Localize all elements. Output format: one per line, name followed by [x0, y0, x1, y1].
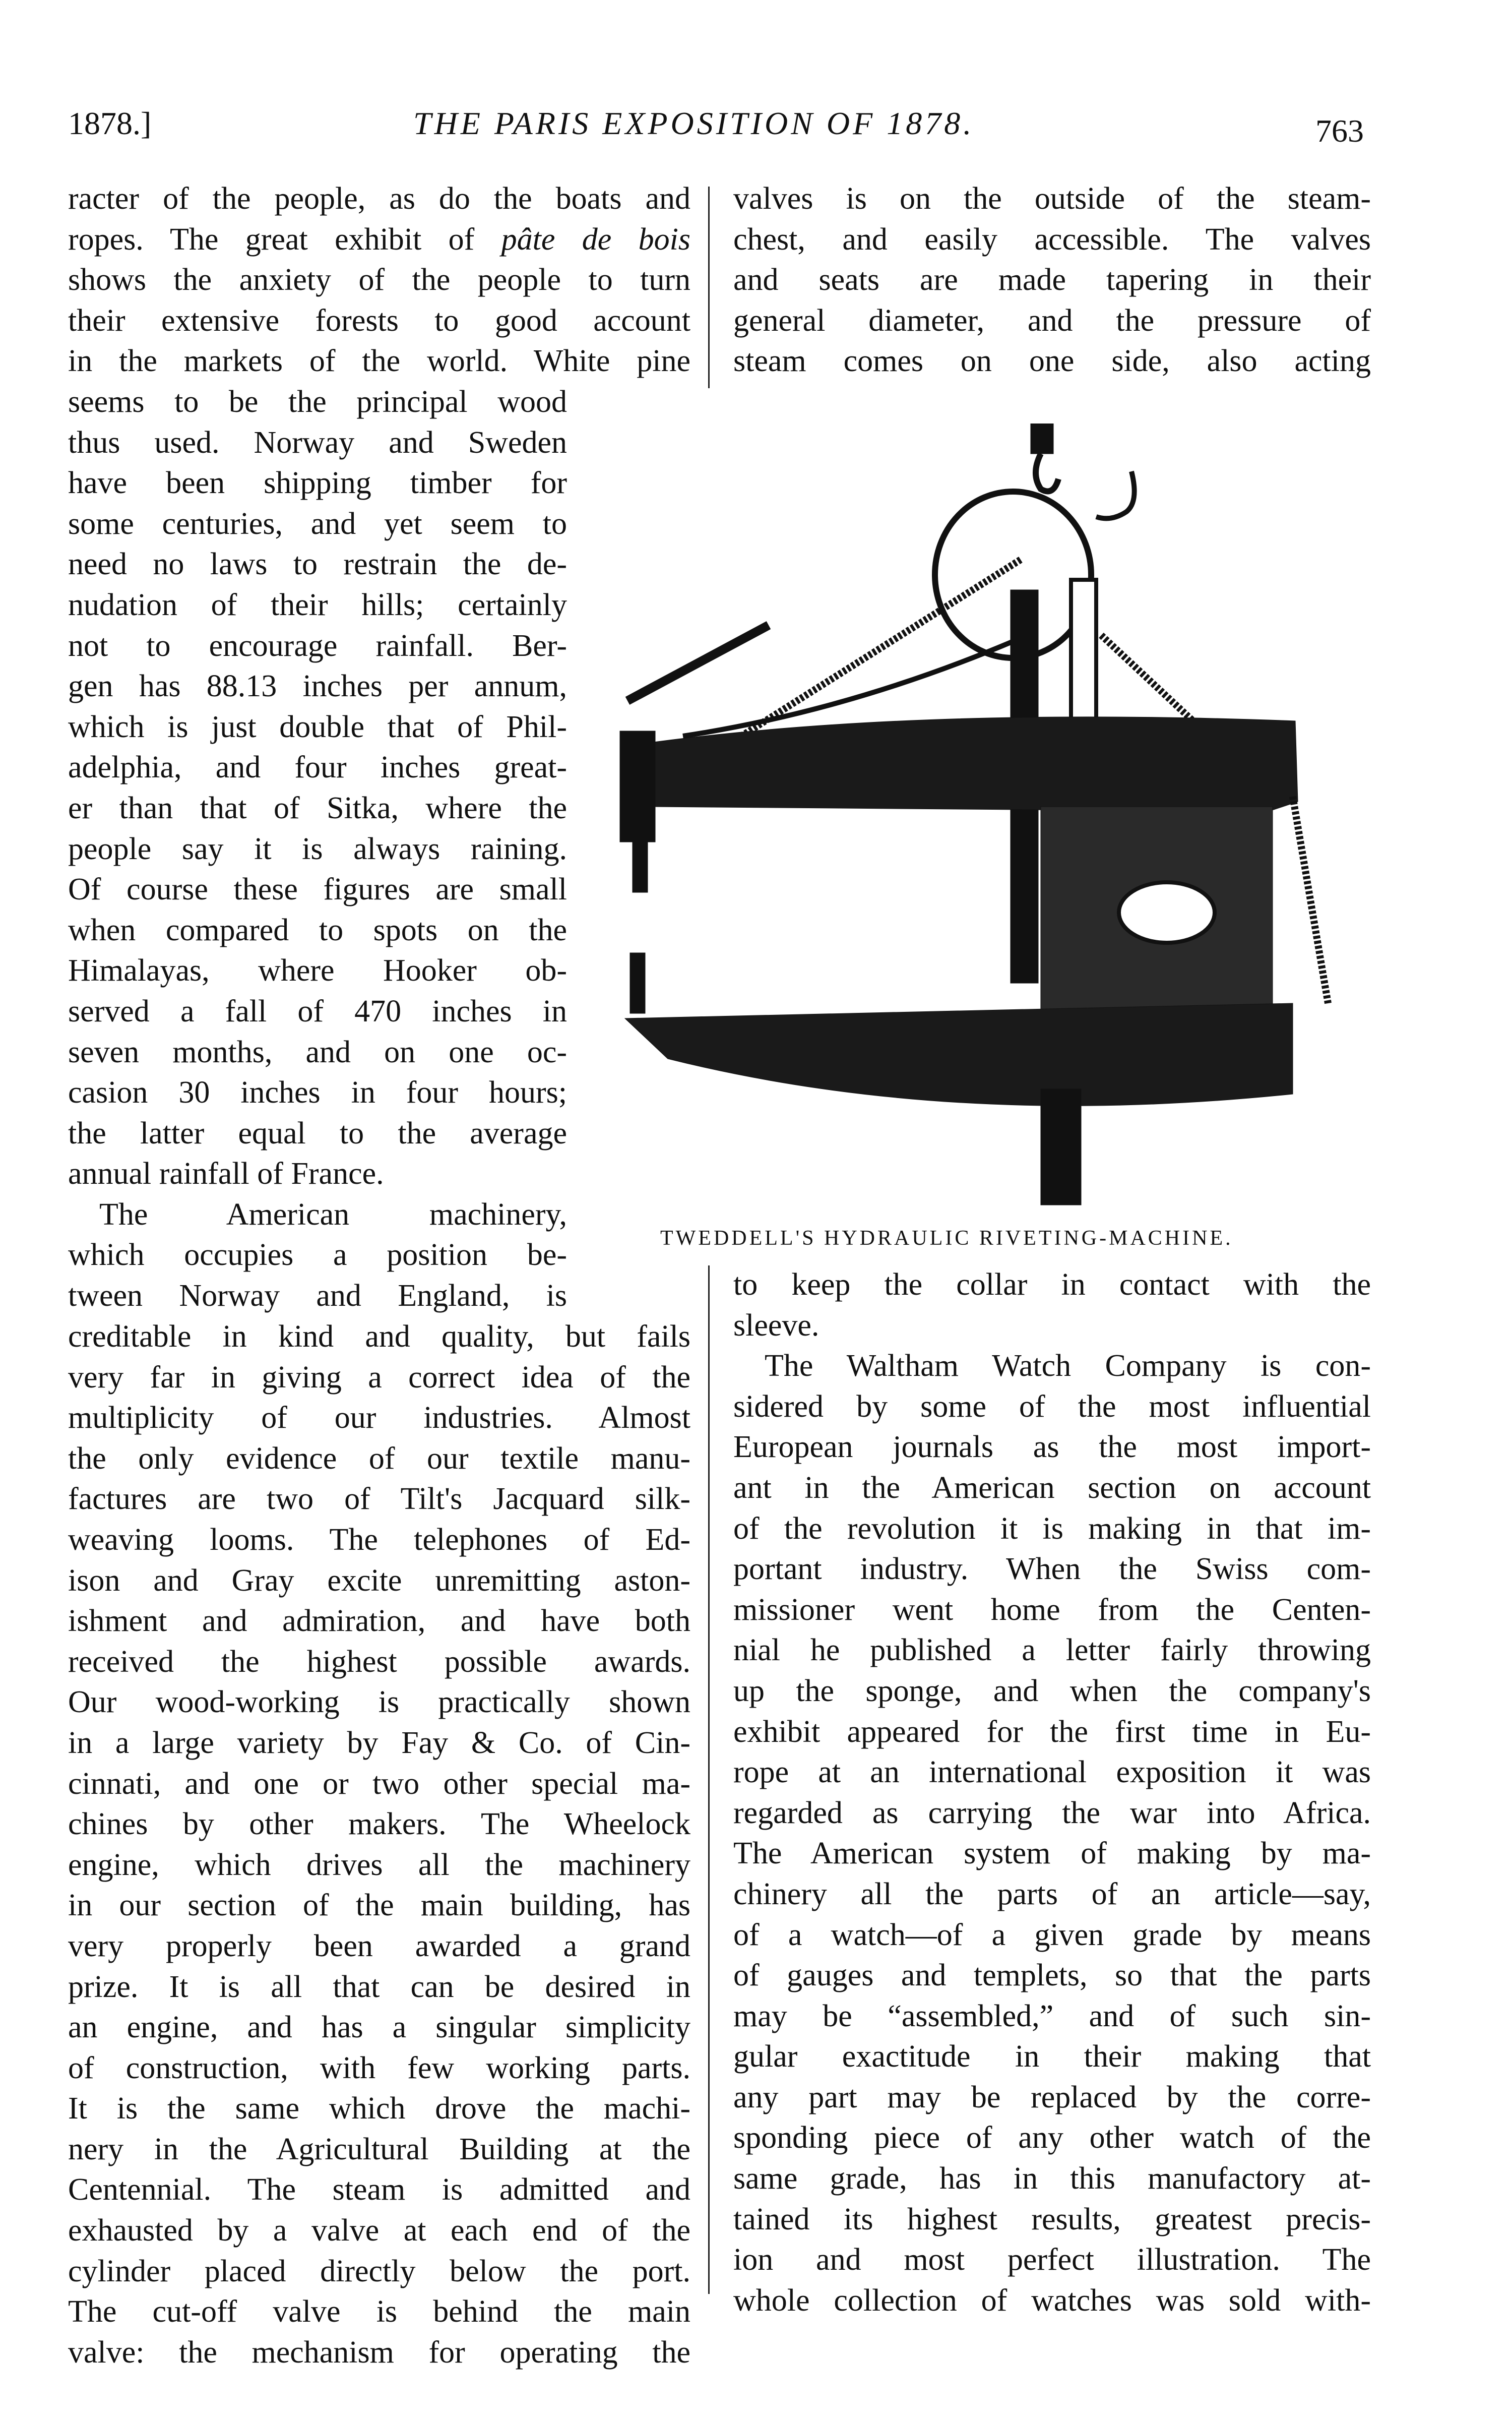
text-line: It is the same which drove the machi- [68, 2091, 690, 2126]
text-line: of a watch—of a given grade by means [733, 1917, 1371, 1952]
text-line: Centennial. The steam is admitted and [68, 2172, 690, 2207]
text-line: racter of the people, as do the boats and [68, 182, 690, 216]
text-line: of the revolution it is making in that im- [733, 1511, 1371, 1546]
text-line: Himalayas, where Hooker ob- [68, 953, 567, 988]
right-column-top [733, 178, 1371, 382]
text-line: chinery all the parts of an article—say, [733, 1877, 1371, 1911]
text-line: very far in giving a correct idea of the [68, 1360, 690, 1395]
text-line: nial he published a letter fairly throwing [733, 1633, 1371, 1668]
text-line: some centuries, and yet seem to [68, 506, 567, 541]
text-line: adelphia, and four inches great- [68, 750, 567, 785]
text-line: regarded as carrying the war into Africa. [733, 1795, 1371, 1830]
text-line: prize. It is all that can be desired in [68, 1969, 690, 2004]
text-line: exhausted by a valve at each end of the [68, 2213, 690, 2248]
text-line: cinnati, and one or two other special ma- [68, 1766, 690, 1801]
header-year: 1878.] [68, 105, 152, 141]
text-line: an engine, and has a singular simplicity [68, 2010, 690, 2045]
text-line: whole collection of watches was sold with- [733, 2283, 1371, 2318]
text-line: nudation of their hills; certainly [68, 587, 567, 622]
text-line: the only evidence of our textile manu- [68, 1441, 690, 1476]
text-line: Our wood-working is practically shown [68, 1685, 690, 1720]
text-line: The American system of making by ma- [733, 1836, 1371, 1871]
text-line: valves is on the outside of the steam- [733, 182, 1371, 216]
text-line: ion and most perfect illustration. The [733, 2243, 1371, 2277]
text-line: gular exactitude in their making that [733, 2039, 1371, 2074]
text-line: seems to be the principal wood [68, 385, 567, 419]
text-line: need no laws to restrain the de- [68, 547, 567, 582]
text-line: ison and Gray excite unremitting aston- [68, 1563, 690, 1598]
foreign-phrase: pâte de bois [501, 222, 690, 257]
text-line: sleeve. [733, 1308, 820, 1343]
left-column-bottom [68, 1316, 690, 2373]
text-line: missioner went home from the Centen- [733, 1592, 1371, 1627]
text-line: seven months, and on one oc- [68, 1035, 567, 1069]
text-line: annual rainfall of France. [68, 1157, 384, 1191]
text-line: very properly been awarded a grand [68, 1928, 690, 1963]
text-line: exhibit appeared for the first time in Eu- [733, 1714, 1371, 1749]
text-line: in our section of the main building, has [68, 1888, 690, 1923]
header-title: THE PARIS EXPOSITION OF 1878. [413, 105, 975, 141]
text-line: tween Norway and England, is [68, 1279, 567, 1313]
text-line: rope at an international exposition it was [733, 1755, 1371, 1790]
text-line: have been shipping timber for [68, 466, 567, 501]
text-line: may be “assembled,” and of such sin- [733, 1999, 1371, 2033]
text-line: received the highest possible awards. [68, 1644, 690, 1679]
text-line: up the sponge, and when the company's [733, 1673, 1371, 1708]
text-line: Of course these figures are small [68, 872, 567, 907]
text-line: chines by other makers. The Wheelock [68, 1807, 690, 1842]
left-column-wrap [68, 382, 567, 1316]
text-line: shows the anxiety of the people to turn [68, 263, 690, 297]
text-line: which occupies a position be- [68, 1238, 567, 1273]
text-line: thus used. Norway and Sweden [68, 425, 567, 460]
text-line: engine, which drives all the machinery [68, 1847, 690, 1882]
text-line: which is just double that of Phil- [68, 709, 567, 744]
text-line: chest, and easily accessible. The valves [733, 222, 1371, 257]
column-rule-bottom [708, 1265, 710, 2294]
text-line: when compared to spots on the [68, 913, 567, 947]
page-number: 763 [1315, 113, 1364, 149]
column-rule-top [708, 187, 710, 388]
text-line: their extensive forests to good account [68, 303, 690, 338]
paragraph-start: The Waltham Watch Company is con- [765, 1349, 1371, 1383]
text-line: ant in the American section on account [733, 1470, 1371, 1505]
text-line: the latter equal to the average [68, 1116, 567, 1151]
text-line: people say it is always raining. [68, 831, 567, 866]
riveting-machine-illustration [597, 424, 1477, 1210]
text-line: in the markets of the world. White pine [68, 344, 690, 379]
text-line: steam comes on one side, also acting [733, 344, 1371, 379]
text-line: nery in the Agricultural Building at the [68, 2132, 690, 2166]
text-line: European journals as the most import- [733, 1430, 1371, 1465]
text-line: sponding piece of any other watch of the [733, 2121, 1371, 2155]
text-line: sidered by some of the most influential [733, 1389, 1371, 1424]
text-line: ropes. The great exhibit of pâte de bois [68, 222, 690, 257]
text-line: same grade, has in this manufactory at- [733, 2161, 1371, 2196]
text-line: not to encourage rainfall. Ber- [68, 628, 567, 663]
text-line: of gauges and templets, so that the parts [733, 1958, 1371, 1993]
text-line: gen has 88.13 inches per annum, [68, 669, 567, 704]
text-line: and seats are made tapering in their [733, 263, 1371, 297]
text-line: ishment and admiration, and have both [68, 1604, 690, 1639]
text-line: er than that of Sitka, where the [68, 791, 567, 825]
text-line: multiplicity of our industries. Almost [68, 1401, 690, 1435]
text-line: casion 30 inches in four hours; [68, 1075, 567, 1110]
text-line: served a fall of 470 inches in [68, 994, 567, 1028]
text-line: factures are two of Tilt's Jacquard silk- [68, 1482, 690, 1517]
text-line: portant industry. When the Swiss com- [733, 1552, 1371, 1587]
text-line: weaving looms. The telephones of Ed- [68, 1522, 690, 1557]
text-line: The cut-off valve is behind the main [68, 2294, 690, 2329]
text-line: valve: the mechanism for operating the [68, 2335, 690, 2370]
text-line: any part may be replaced by the corre- [733, 2080, 1371, 2114]
text-line: tained its highest results, greatest precis- [733, 2202, 1371, 2236]
left-column-top [68, 178, 690, 382]
text-line: in a large variety by Fay & Co. of Cin- [68, 1725, 690, 1760]
text-line: creditable in kind and quality, but fails [68, 1319, 690, 1354]
paragraph-start: The American machinery, [99, 1197, 567, 1232]
right-column-bottom [733, 1264, 1371, 2321]
figure-caption: TWEDDELL'S HYDRAULIC RIVETING-MACHINE. [660, 1227, 1233, 1250]
text-line: of construction, with few working parts. [68, 2050, 690, 2085]
text-line: cylinder placed directly below the port. [68, 2254, 690, 2288]
text-line: to keep the collar in contact with the [733, 1267, 1371, 1302]
figure-riveting-machine [597, 424, 1477, 1210]
text-line: general diameter, and the pressure of [733, 303, 1371, 338]
